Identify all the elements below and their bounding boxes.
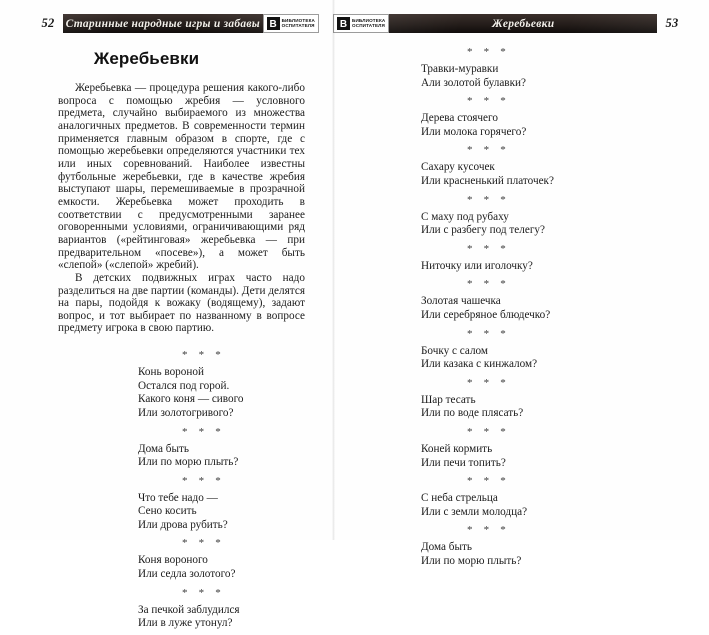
running-head-title-right: Жеребьевки [492,17,555,30]
verse-line: Али золотой булавки? [421,76,526,89]
verse-separator: * * * [467,475,510,488]
verse-separator: * * * [182,425,225,438]
verse-item [421,391,709,425]
verse-separator: * * * [467,193,510,206]
verse-line: Или по воде плясать? [421,407,524,420]
imprint-line-1: БИБЛИОТЕКА [281,17,315,23]
verse-line: Дома быть [421,541,472,554]
running-head-left [0,14,319,33]
folio-left: 52 [41,16,55,30]
article-body [0,82,319,335]
verse-item [421,292,709,326]
verse-line: Золотая чашечка [421,295,501,308]
imprint-logo-left [263,14,319,33]
verse-separator: * * * [467,144,510,157]
verse-line: Дерева стоячего [421,112,498,125]
verse-line: Сахару кусочек [421,161,495,174]
verse-line: Что тебе надо — [138,491,218,504]
verse-line: Сено косить [138,505,197,518]
verse-item [138,363,319,424]
verse-line: Дома быть [138,442,189,455]
verse-separator: * * * [467,327,510,340]
imprint-text-right [352,19,385,28]
verse-line: Шар тесать [421,393,476,406]
verse-line: Остался под горой. [138,379,230,392]
verse-separator: * * * [182,586,225,599]
imprint-line-2: ОСПИТАТЕЛЯ [352,22,385,28]
page-right [333,0,709,567]
verse-item [421,208,709,242]
verse-line: Или красненький платочек? [421,174,554,187]
imprint-mark-icon: В [267,17,280,30]
verse-line: Коней кормить [421,442,493,455]
running-head-bar-right [389,14,657,33]
verse-line: Или серебряное блюдечко? [421,308,551,321]
verse-separator: * * * [182,474,225,487]
verse-separator: * * * [467,242,510,255]
verse-item [421,60,709,94]
running-head-bar-left [63,14,263,33]
verse-separator: * * * [467,376,510,389]
verse-line: Или по морю плыть? [138,456,239,469]
verse-line: Ниточку или иголочку? [421,259,533,272]
paragraph: В детских подвижных играх часто надо разделиться на две партии (команды). Дети делятся на пары, подойдя к вожаку (водящему), задают вопрос, и тот выбирает по названному в вопросе предмету игрока в свою партию. [58,271,305,335]
verse-line: С маху под рубаху [421,210,509,223]
verse-separator: * * * [467,524,510,537]
verse-line: Или дрова рубить? [138,518,228,531]
imprint-line-2: ОСПИТАТЕЛЯ [281,22,315,28]
verse-item [421,489,709,523]
verse-item [138,489,319,537]
verse-list-right [333,45,709,572]
verse-line: Или по морю плыть? [421,554,522,567]
verse-line: Или печи топить? [421,456,506,469]
verse-line: Бочку с салом [421,344,488,357]
imprint-line-1: БИБЛИОТЕКА [352,17,386,23]
paragraph: Жеребьевка — процедура решения какого-либо вопроса с помощью жребия — условного предмета, случайно выбираемого из множества аналогичных предметов. В современности термин применяется главным образом в спорте, где с помощью жеребьевки определяются участники тех или иных соревнований. Наиболее известны футбольные жеребьевки, где в качестве жребия выступают шары, перемешиваемые в прозрачной емкости. Жеребьевка может проходить в соответствии с предусмотренными заранее оговоренными условиями, ограничивающими ряд вариантов («рейтинговая» жеребьевка — при предварительном «посеве»), а может быть «слепой» («слепой» жребий). [58,82,305,272]
imprint-mark-icon: В [337,17,350,30]
verse-item [421,109,709,143]
verse-line: Или казака с кинжалом? [421,358,538,371]
verse-line: Или с земли молодца? [421,505,528,518]
verse-item [138,551,319,585]
verse-line: С неба стрельца [421,492,498,505]
verse-line: Конь вороной [138,366,204,379]
verse-separator: * * * [467,46,510,58]
verse-item [421,342,709,376]
running-head-right [333,14,709,33]
verse-line: Какого коня — сивого [138,393,244,406]
verse-item [421,538,709,572]
verse-separator: * * * [467,425,510,438]
verse-item [421,158,709,192]
verse-item [421,257,709,278]
verse-line: Или молока горячего? [421,125,527,138]
verse-line: За печкой заблудился [138,603,240,616]
verse-line: Или в луже утонул? [138,617,233,630]
verse-list-left [0,348,319,635]
verse-line: Или с разбегу под телегу? [421,224,545,237]
verse-separator: * * * [182,537,225,550]
verse-line: Или седла золотого? [138,568,236,581]
verse-item [138,440,319,474]
verse-separator: * * * [182,349,225,362]
folio-right: 53 [665,16,679,30]
verse-line: Или золотогривого? [138,406,234,419]
page-title: Жеребьевки [93,49,200,68]
verse-line: Травки-муравки [421,63,499,75]
running-head-title-left: Старинные народные игры и забавы [65,17,260,30]
verse-line: Коня вороного [138,554,208,567]
imprint-logo-right [333,14,389,33]
verse-item [421,440,709,474]
verse-separator: * * * [467,278,510,291]
imprint-text-left [282,19,315,28]
page-left [0,0,333,630]
verse-item [138,601,319,635]
verse-separator: * * * [467,95,510,108]
